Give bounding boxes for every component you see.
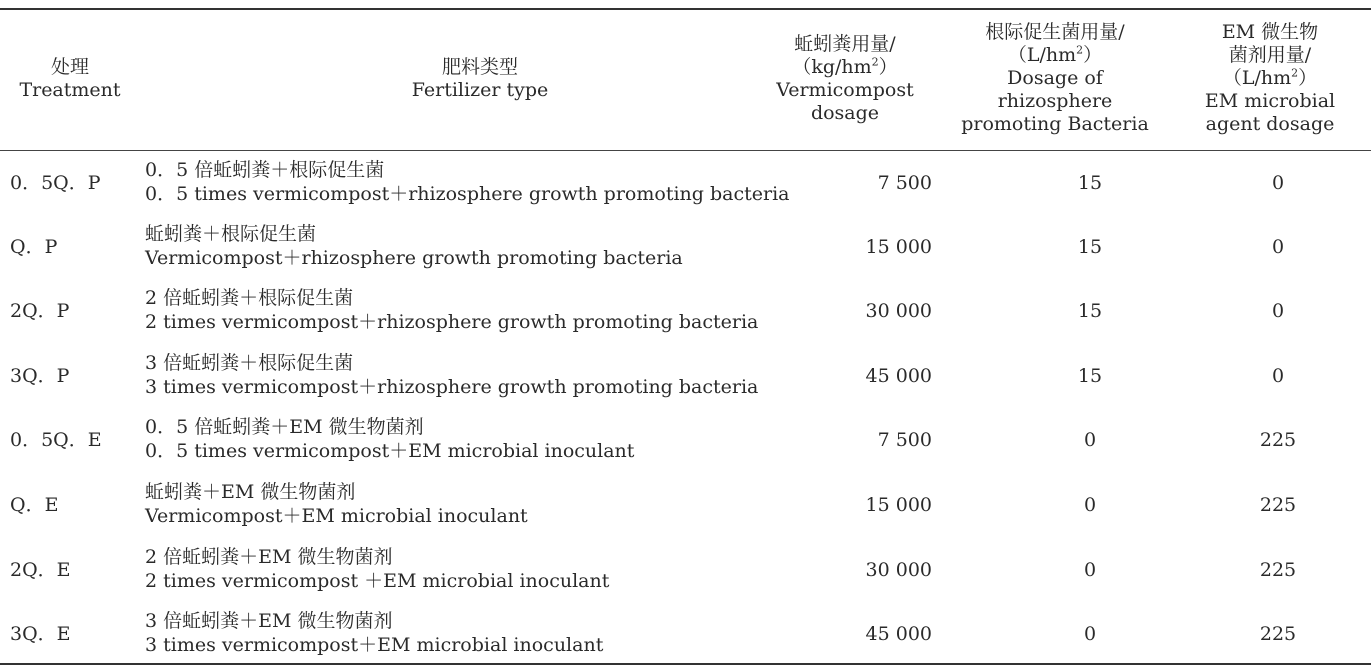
header-vermicompost-unit	[760, 56, 930, 79]
fertilizer-cn: 2 倍蚯蚓粪＋EM 微生物菌剂	[145, 546, 393, 568]
table-row	[0, 151, 1371, 215]
cell-vermicompost: 7 500	[877, 429, 932, 451]
header-treatment-en: Treatment	[19, 79, 121, 101]
table-row	[0, 344, 1371, 408]
cell-em: 0	[1271, 172, 1285, 194]
header-vermicompost-en2: dosage	[810, 102, 880, 124]
header-rhizo-en1: Dosage of	[1007, 67, 1103, 89]
cell-em: 225	[1259, 494, 1297, 516]
cell-em: 0	[1271, 365, 1285, 387]
fertilizer-cn: 3 倍蚯蚓粪＋EM 微生物菌剂	[145, 610, 393, 632]
cell-em: 225	[1259, 623, 1297, 645]
table-row	[0, 215, 1371, 279]
cell-rhizosphere: 15	[1077, 172, 1103, 194]
cell-rhizosphere: 0	[1083, 623, 1097, 645]
cell-treatment: 3Q．P	[10, 365, 70, 387]
table-row	[0, 473, 1371, 537]
cell-em: 0	[1271, 236, 1285, 258]
cell-em: 225	[1259, 429, 1297, 451]
fertilizer-cn: 0．5 倍蚯蚓粪＋EM 微生物菌剂	[145, 416, 424, 438]
fertilizer-cn: 蚯蚓粪＋EM 微生物菌剂	[145, 481, 356, 503]
cell-rhizosphere: 0	[1083, 494, 1097, 516]
header-vermicompost-cn: 蚯蚓粪用量/	[794, 33, 896, 55]
cell-treatment: Q．P	[10, 236, 58, 258]
fertilizer-en: Vermicompost＋EM microbial inoculant	[145, 505, 528, 527]
unit-text-close: ）	[878, 56, 898, 78]
cell-treatment: 2Q．E	[10, 559, 71, 581]
header-rhizo-en2: rhizosphere	[997, 90, 1113, 112]
fertilizer-en: Vermicompost＋rhizosphere growth promoting bacteria	[145, 247, 683, 269]
cell-fertilizer-type	[145, 480, 528, 528]
cell-vermicompost: 15 000	[865, 494, 932, 516]
cell-treatment: 3Q．E	[10, 623, 71, 645]
fertilizer-cn: 3 倍蚯蚓粪＋根际促生菌	[145, 352, 354, 374]
cell-vermicompost: 7 500	[877, 172, 932, 194]
cell-vermicompost: 30 000	[865, 300, 932, 322]
unit-superscript: 2	[1291, 66, 1299, 80]
cell-rhizosphere: 15	[1077, 300, 1103, 322]
cell-fertilizer-type	[145, 286, 758, 334]
unit-text: （kg/hm	[792, 56, 872, 78]
cell-vermicompost: 45 000	[865, 365, 932, 387]
cell-rhizosphere: 0	[1083, 559, 1097, 581]
header-treatment-cn: 处理	[50, 56, 89, 78]
unit-text: （L/hm	[1007, 44, 1077, 66]
table-row	[0, 602, 1371, 666]
header-rhizo-unit	[955, 44, 1155, 67]
cell-treatment: Q．E	[10, 494, 59, 516]
unit-superscript: 2	[1076, 43, 1084, 57]
cell-fertilizer-type	[145, 415, 634, 463]
cell-rhizosphere: 0	[1083, 429, 1097, 451]
cell-fertilizer-type	[145, 609, 603, 657]
unit-superscript: 2	[871, 55, 879, 69]
header-rhizo-cn: 根际促生菌用量/	[985, 21, 1125, 43]
cell-rhizosphere: 15	[1077, 236, 1103, 258]
fertilizer-cn: 0．5 倍蚯蚓粪＋根际促生菌	[145, 159, 385, 181]
table-bottom-rule	[0, 663, 1371, 665]
cell-treatment: 0．5Q．E	[10, 429, 102, 451]
cell-fertilizer-type	[145, 158, 789, 206]
header-treatment	[0, 56, 140, 102]
fertilizer-en: 3 times vermicompost＋rhizosphere growth promoting bacteria	[145, 376, 759, 398]
table-row	[0, 538, 1371, 602]
cell-rhizosphere: 15	[1077, 365, 1103, 387]
table-top-rule	[0, 8, 1371, 10]
cell-treatment: 2Q．P	[10, 300, 70, 322]
cell-vermicompost: 45 000	[865, 623, 932, 645]
unit-text: （L/hm	[1222, 67, 1292, 89]
cell-fertilizer-type	[145, 351, 758, 399]
header-rhizosphere-dosage	[955, 21, 1155, 136]
header-rhizo-en3: promoting Bacteria	[961, 113, 1149, 135]
unit-text-close: ）	[1298, 67, 1318, 89]
cell-treatment: 0．5Q．P	[10, 172, 101, 194]
cell-vermicompost: 15 000	[865, 236, 932, 258]
header-em-cn1: EM 微生物	[1221, 21, 1319, 43]
fertilizer-en: 0．5 times vermicompost＋rhizosphere growth promoting bacteria	[145, 183, 790, 205]
table-row	[0, 279, 1371, 343]
fertilizer-cn: 蚯蚓粪＋根际促生菌	[145, 223, 317, 245]
header-fertilizer-cn: 肥料类型	[441, 56, 518, 78]
header-em-en1: EM microbial	[1204, 90, 1336, 112]
fertilizer-en: 0．5 times vermicompost＋EM microbial inoculant	[145, 440, 635, 462]
unit-text-close: ）	[1083, 44, 1103, 66]
fertilizer-en: 2 times vermicompost＋rhizosphere growth promoting bacteria	[145, 311, 759, 333]
cell-fertilizer-type	[145, 545, 609, 593]
cell-em: 225	[1259, 559, 1297, 581]
header-em-dosage	[1180, 21, 1360, 136]
cell-fertilizer-type	[145, 222, 683, 270]
header-fertilizer-en: Fertilizer type	[411, 79, 549, 101]
fertilizer-en: 2 times vermicompost ＋EM microbial inoculant	[145, 570, 610, 592]
table-row	[0, 408, 1371, 472]
header-em-en2: agent dosage	[1205, 113, 1335, 135]
header-vermicompost-dosage	[760, 33, 930, 125]
fertilizer-en: 3 times vermicompost＋EM microbial inoculant	[145, 634, 604, 656]
cell-vermicompost: 30 000	[865, 559, 932, 581]
header-em-unit	[1180, 67, 1360, 90]
header-vermicompost-en1: Vermicompost	[776, 79, 914, 101]
cell-em: 0	[1271, 300, 1285, 322]
fertilizer-cn: 2 倍蚯蚓粪＋根际促生菌	[145, 287, 354, 309]
header-em-cn2: 菌剂用量/	[1228, 44, 1312, 66]
header-fertilizer-type	[300, 56, 660, 102]
